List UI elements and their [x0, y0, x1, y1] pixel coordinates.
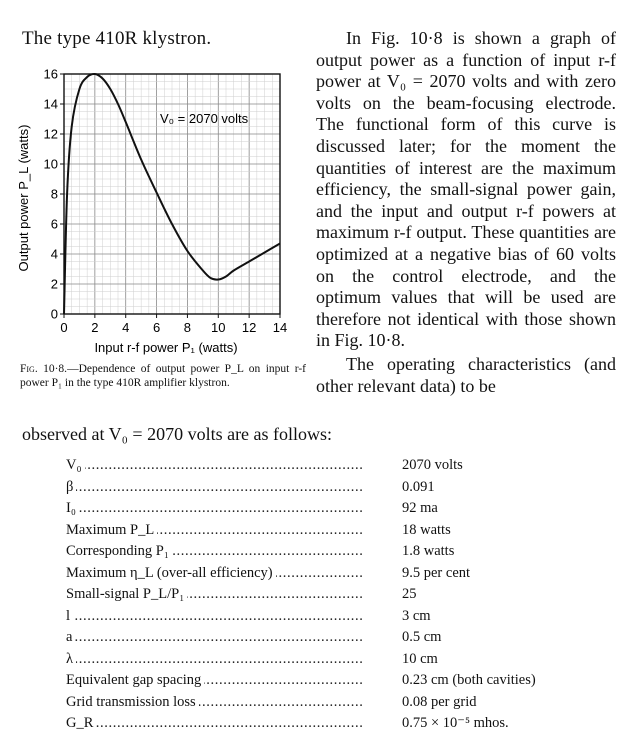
table-row-label [66, 498, 396, 520]
table-row-label [66, 627, 396, 649]
table-row-value: 3 cm [402, 607, 431, 624]
y-tick-label: 16 [43, 66, 58, 82]
table-row-value: 18 watts [402, 521, 451, 538]
paragraph-2: The operating characteristics (and other relevant data) to be [316, 353, 616, 396]
table-row-value: 10 cm [402, 650, 438, 667]
chart-tick-labels [44, 67, 288, 336]
table-row-value: 1.8 watts [402, 543, 455, 559]
table-row-label-text: V₀ [66, 457, 85, 473]
y-tick-label: 14 [43, 96, 58, 112]
chart-svg [14, 58, 304, 358]
table-row [66, 692, 606, 714]
paragraph-continuation: observed at V₀ = 2070 volts are as follows: [22, 424, 333, 444]
y-tick-label: 10 [43, 156, 58, 172]
y-tick-label: 6 [50, 216, 58, 232]
table-row-label-text: I₀ [66, 500, 79, 516]
table-row-label [66, 541, 396, 563]
chart-y-axis-label: Output power P_L (watts) [16, 124, 31, 272]
table-row-label [66, 649, 396, 671]
table-row-label-text: Grid transmission loss [66, 694, 199, 710]
y-tick-label: 4 [50, 246, 58, 262]
chart-annotation: V₀ = 2070 volts [160, 111, 249, 126]
table-row-value: 0.08 per grid [402, 693, 477, 710]
table-row-label-text: Maximum η_L (over-all efficiency) [66, 565, 276, 581]
table-row-label [66, 692, 396, 714]
section-heading: The type 410R klystron. [22, 28, 212, 49]
table-row-label-text: Equivalent gap spacing [66, 672, 204, 688]
operating-characteristics-table [66, 455, 606, 735]
table-row-label [66, 563, 396, 585]
table-row-label [66, 713, 396, 735]
y-tick-label: 2 [50, 276, 58, 292]
table-row [66, 455, 606, 477]
table-row-label-text: Corresponding P₁ [66, 543, 172, 559]
table-row-label [66, 606, 396, 628]
x-tick-label: 4 [122, 320, 130, 335]
table-row-label [66, 455, 396, 477]
table-row [66, 498, 606, 520]
table-row-value: 9.5 per cent [402, 564, 471, 581]
table-row-label [66, 670, 396, 692]
table-row [66, 520, 606, 542]
body-text-column [316, 28, 616, 397]
table-row-value: 0.091 [402, 478, 435, 495]
table-row-label [66, 520, 396, 542]
table-row-value: 25 [402, 586, 417, 602]
table-row-label-text: β [66, 479, 76, 495]
x-tick-label: 10 [211, 320, 226, 335]
y-tick-label: 12 [43, 126, 58, 142]
table-row [66, 477, 606, 499]
table-row-label-text: G_R [66, 715, 96, 731]
table-row-label-text: Small-signal P_L/P₁ [66, 586, 187, 602]
table-row [66, 606, 606, 628]
x-tick-label: 8 [183, 320, 192, 335]
table-row-value: 0.75 × 10⁻⁵ mhos. [402, 715, 509, 731]
figure-caption-text: —Dependence of output power P_L on input r-f power P₁ in the type 410R amplifier klystron. [20, 363, 306, 389]
y-tick-label: 8 [50, 186, 58, 202]
paragraph-1: In Fig. 10·8 is shown a graph of output power as a function of input r-f power at V₀ = 2070 volts and with zero volts on the beam-focusing electrode. The functional form of this curve is discussed later; for the moment the quantities of interest are the maximum efficiency, the small-signal power gain, and the input and output r-f powers at maximum r-f output. These quantities are optimized at a negative bias of 60 volts on the control electrode, and the optimum values that will be used are therefore not identical with those shown in Fig. 10·8. [316, 28, 616, 351]
x-tick-label: 0 [60, 320, 68, 335]
x-tick-label: 2 [91, 320, 99, 335]
x-tick-label: 14 [272, 320, 288, 335]
table-row [66, 713, 606, 735]
table-row-label-text: a [66, 629, 75, 645]
table-row-value: 2070 volts [402, 457, 463, 473]
table-row-label-text: λ [66, 651, 76, 667]
x-tick-label: 12 [241, 320, 257, 335]
chart-x-axis-label: Input r-f power P₁ (watts) [94, 340, 238, 355]
table-row-value: 0.5 cm [402, 629, 442, 645]
chart-grid [64, 74, 280, 314]
table-row-label [66, 477, 396, 499]
table-row [66, 670, 606, 692]
y-tick-label: 0 [50, 306, 58, 322]
table-row-label-text: Maximum P_L [66, 522, 157, 538]
figure-10-8-chart [14, 58, 304, 358]
table-row-label [66, 584, 396, 606]
figure-caption [20, 362, 306, 390]
table-row-label-text: l [66, 608, 73, 624]
table-row-value: 92 ma [402, 500, 438, 516]
table-row-value: 0.23 cm (both cavities) [402, 672, 536, 688]
table-row [66, 649, 606, 671]
x-tick-label: 6 [152, 320, 161, 335]
figure-caption-label: Fig. 10·8. [20, 363, 68, 375]
table-row [66, 627, 606, 649]
table-row [66, 584, 606, 606]
table-row [66, 541, 606, 563]
table-row [66, 563, 606, 585]
